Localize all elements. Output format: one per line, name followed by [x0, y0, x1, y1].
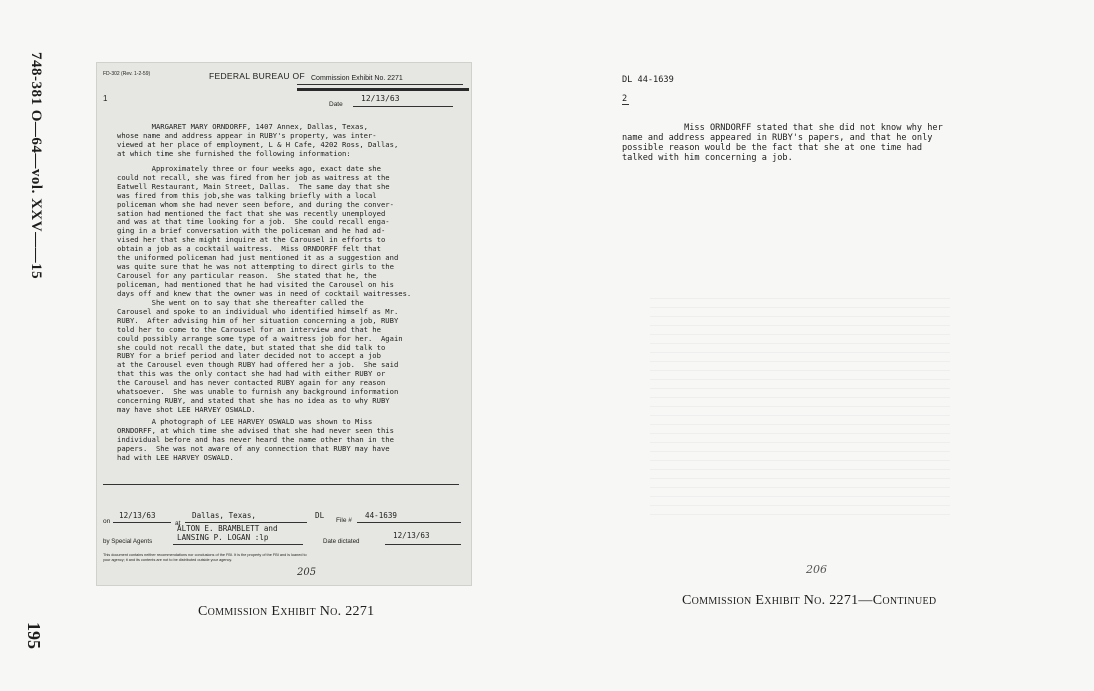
by-agents-label: by Special Agents — [103, 538, 153, 545]
paragraph-oswald-photo: A photograph of LEE HARVEY OSWALD was shown to Miss ORNDORFF, at which time she advised that she had never seen this individual before and has never heard the name other than in the papers. She was not aware of any connection that RUBY may have had with LEE HARVEY OSWALD. — [117, 417, 394, 462]
paragraph-firing: Approximately three or four weeks ago, exact date she could not recall, she was fired from her job as waitress at the Eatwell Restaurant, Main Street, Dallas. The same day that she was fired from this job,she was talking briefly with a local policeman whom she had never seen before, and during the conver- sation had mentioned the fact that she was recently unemployed and was at that time looking for a job. She could recall enga- ging in a brief conversation with the policeman and he had ad- vised her that she might inquire at the Carousel in efforts to obtain a job as a cocktail waitress. Miss ORNDORFF felt that the uniformed policeman had just mentioned it as a suggestion and was quite sure that he was not attempting to direct girls to the Carousel for any particular reason. She stated that he, the policeman, had mentioned that he had visited the Carousel on his days off and knew that the owner was in need of cocktail waitresses. — [117, 164, 412, 298]
at-value: Dallas, Texas, — [192, 511, 257, 520]
dictated-value: 12/13/63 — [393, 531, 430, 540]
file-reference: DL 44-1639 — [622, 75, 674, 85]
file-value: 44-1639 — [365, 511, 398, 520]
handwritten-page-number-2: 206 — [806, 563, 827, 576]
form-number: FD-302 (Rev. 1-2-59) — [103, 71, 151, 77]
agency-header: FEDERAL BUREAU OF — [209, 71, 305, 81]
bleed-through-header — [680, 30, 684, 45]
dictated-label: Date dictated — [323, 538, 360, 545]
on-label: on — [103, 518, 111, 525]
fbi-form-sheet — [96, 62, 472, 586]
office-code: DL — [315, 511, 325, 520]
disclaimer-line-2: your agency; it and its contents are not to be distributed outside your agency. — [103, 558, 233, 562]
handwritten-page-number: 205 — [297, 567, 317, 578]
page-marker: 1 — [103, 94, 108, 103]
continuation-paragraph: Miss ORNDORFF stated that she did not know why her name and address appeared in RUBY's papers, and that he only possible reason would be the fact that she at one time had talked with him concerning a job. — [622, 123, 943, 163]
paragraph-intro: MARGARET MARY ORNDORFF, 1407 Annex, Dallas, Texas, whose name and address appear in RUBY's property, was inter- viewed at her place of employment, L & H Cafe, 4202 Ross, Dallas, at which time she furnished the following information: — [117, 122, 399, 158]
date-value: 12/13/63 — [361, 94, 400, 103]
volume-reference: 748-381 O—64—vol. XXV——15 — [28, 52, 44, 280]
on-value: 12/13/63 — [119, 511, 156, 520]
date-label: Date — [329, 101, 343, 108]
agents-line-1: ALTON E. BRAMBLETT and — [177, 524, 278, 533]
agents-line-2: LANSING P. LOGAN :lp — [177, 533, 269, 542]
at-label: at — [175, 520, 181, 527]
left-caption: Commission Exhibit No. 2271 — [198, 604, 375, 619]
header-rule — [297, 88, 469, 91]
exhibit-stamp: Commission Exhibit No. 2271 — [311, 75, 403, 82]
disclaimer-line-1: This document contains neither recommendations nor conclusions of the FBI. It is the property of the FBI and is loaned to — [103, 553, 307, 557]
paragraph-ruby-contact: She went on to say that she thereafter called the Carousel and spoke to an individual who identified himself as Mr. RUBY. After advising him of her situation concerning a job, RUBY told her to come to the Carousel for an interview and that he could possibly arrange some type of a waitress job for her. Again she could not recall the date, but stated that she did talk to RUBY for a brief period and later decided not to accept a job at the Carousel even though RUBY had offered her a job. She said that this was the only contact she had had with either RUBY or the Carousel and has never contacted RUBY again for any reason whatsoever. She was unable to furnish any background information concerning RUBY, and stated that she has no idea as to why RUBY may have shot LEE HARVEY OSWALD. — [117, 298, 403, 414]
page-number: 195 — [24, 622, 44, 649]
file-label: File # — [336, 517, 352, 524]
right-caption: Commission Exhibit No. 2271—Continued — [682, 593, 937, 608]
bleed-through-text-area — [650, 298, 950, 516]
page-marker-2: 2 — [622, 94, 628, 104]
